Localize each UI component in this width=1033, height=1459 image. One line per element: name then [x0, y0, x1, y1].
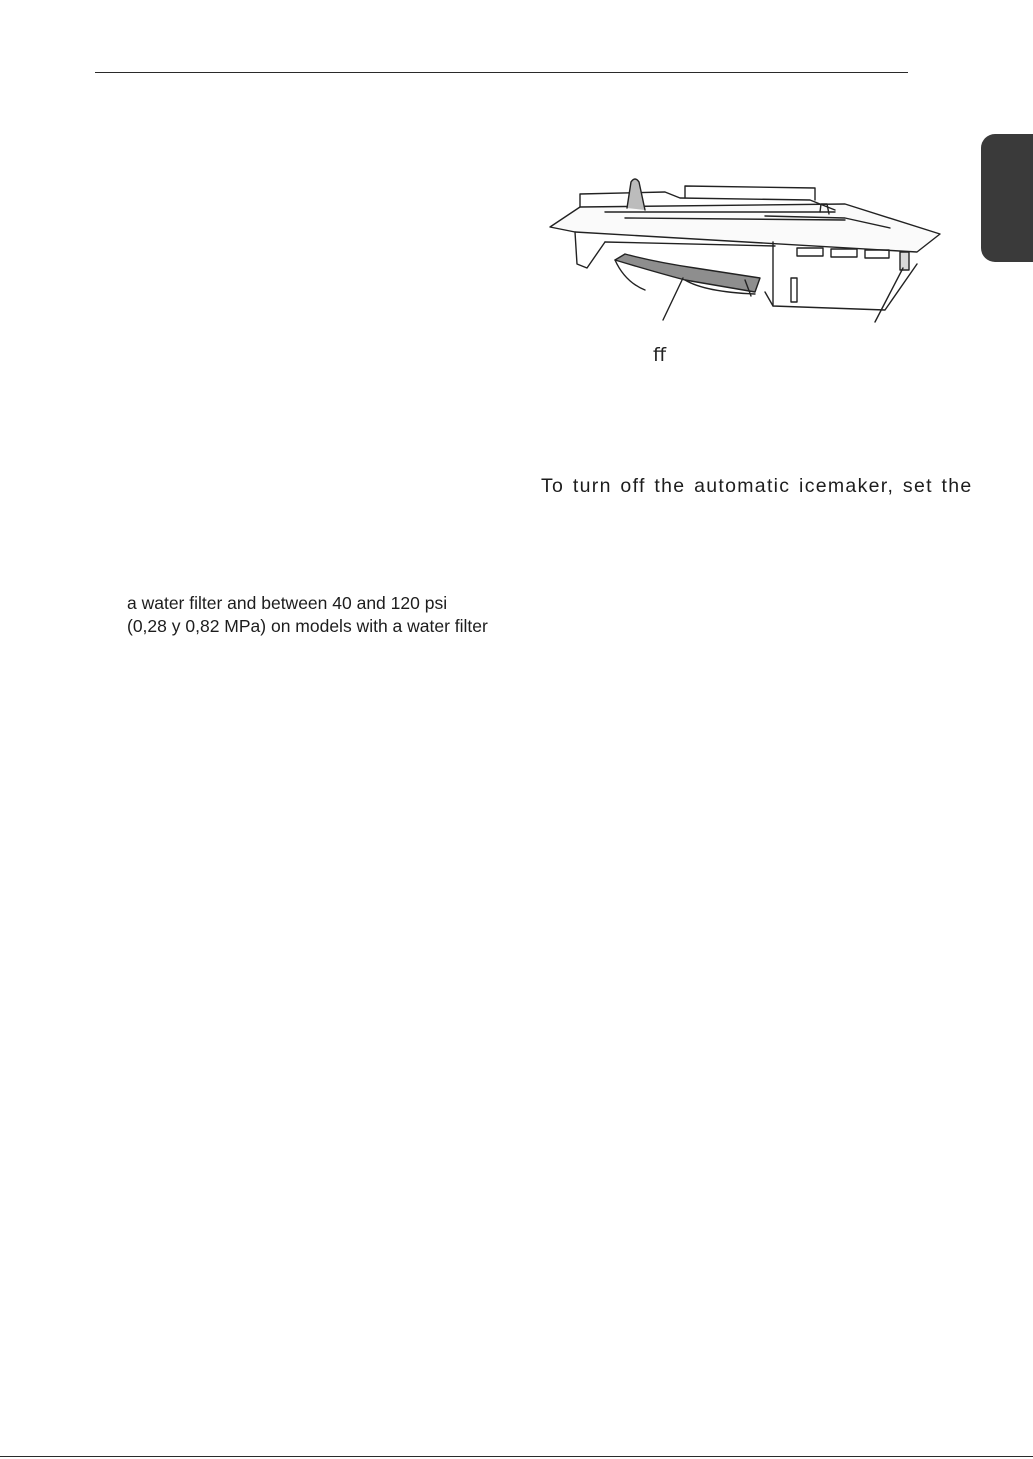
language-side-tab: [981, 134, 1033, 262]
icemaker-drawing: [545, 172, 945, 352]
footer-rule: [0, 1456, 1033, 1457]
water-pressure-text: [127, 592, 497, 638]
icemaker-instruction-text: [541, 474, 973, 498]
right-line-1: To turn off the automatic icemaker, set the: [541, 475, 973, 497]
left-line-2: (0,28 y 0,82 MPa) on models with a water filter: [127, 616, 488, 636]
icemaker-illustration: [545, 172, 945, 352]
figure-caption-glyph: ﬀ: [653, 345, 667, 366]
header-rule: [95, 72, 908, 73]
left-line-1: a water filter and between 40 and 120 psi: [127, 593, 448, 613]
